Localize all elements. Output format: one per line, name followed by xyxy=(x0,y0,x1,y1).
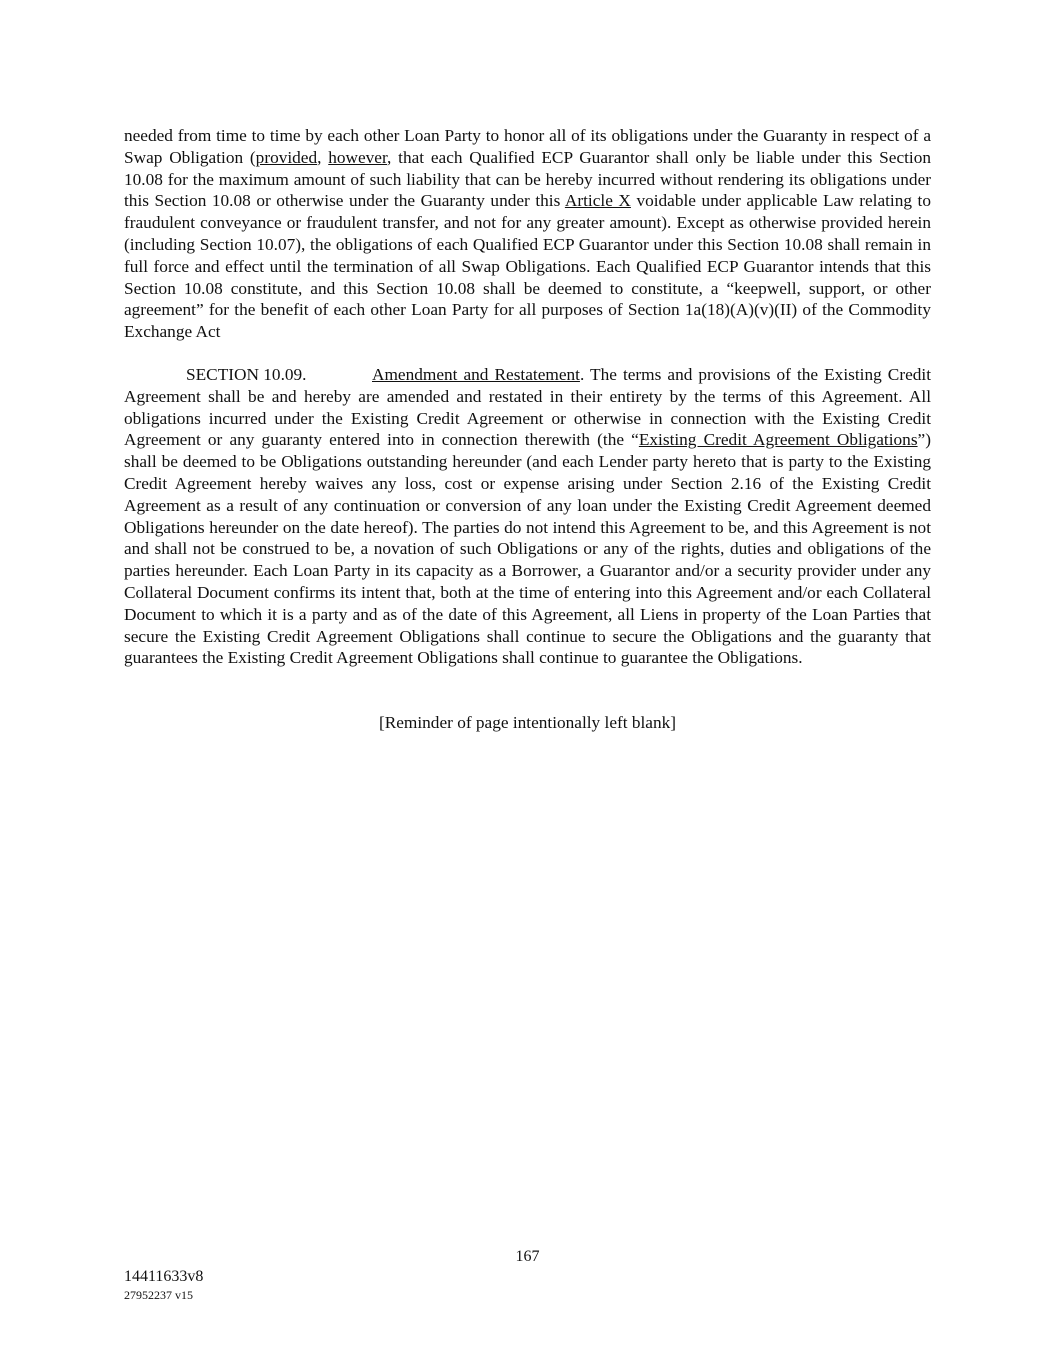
section-title: Amendment and Restatement xyxy=(372,365,580,384)
paragraph-section-10-08-continuation xyxy=(124,125,931,343)
paragraph-text: ”) shall be deemed to be Obligations outstanding hereunder (and each Lender party hereto that is party to the Existing Credit Agreement hereby waives any loss, cost or expense arising under Section 2.16 of the Existing Credit Agreement as a result of any continuation or conversion of any loan under the Existing Credit Agreement deemed Obligations hereunder on the date hereof). The parties do not intend this Agreement to be, and this Agreement is not and shall not be construed to be, a novation of such Obligations or any of the rights, duties and obligations of the parties hereunder. Each Loan Party in its capacity as a Borrower, a Guarantor and/or a security provider under any Collateral Document confirms its intent that, both at the time of entering into this Agreement and/or each Collateral Document to which it is a party and as of the date of this Agreement, all Liens in property of the Loan Parties that secure the Existing Credit Agreement Obligations shall continue to secure the Obligations and the guaranty that guarantees the Existing Credit Agreement Obligations shall continue to guarantee the Obligations. xyxy=(124,430,931,668)
underlined-term-provided: provided xyxy=(255,147,318,167)
underlined-term-however: however xyxy=(328,147,388,167)
defined-term-existing-credit-agreement-obligations: Existing Credit Agreement Obligations xyxy=(638,430,918,450)
underlined-term-article-x: Article X xyxy=(564,191,631,211)
paragraph-text: . The terms and provisions of the Existing Credit Agreement shall be and hereby are amended and restated in their entirety by the terms of this Agreement. All obligations incurred under the Existing Credit Agreement or otherwise in connection with the Existing Credit Agreement or any guaranty entered into in connection therewith (the “ xyxy=(124,365,931,450)
paragraph-text: voidable under applicable Law relating to fraudulent conveyance or fraudulent transfer, and not for any greater amount). Except as otherwise provided herein (including Section 10.07), the obligations of each Qualified ECP Guarantor under this Section 10.08 shall remain in full force and effect until the termination of all Swap Obligations. Each Qualified ECP Guarantor intends that this Section 10.08 constitute, and this Section 10.08 shall be deemed to constitute, a “keepwell, support, or other agreement” for the benefit of each other Loan Party for all purposes of Section 1a(18)(A)(v)(II) of the Commodity Exchange Act xyxy=(124,191,931,342)
paragraph-section-10-09 xyxy=(124,364,931,669)
section-number: SECTION 10.09. xyxy=(186,365,307,384)
document-id-primary: 14411633v8 xyxy=(124,1268,204,1285)
document-id-secondary: 27952237 v15 xyxy=(124,1288,193,1302)
blank-page-note: [Reminder of page intentionally left blank] xyxy=(378,713,677,732)
page-number: 167 xyxy=(515,1248,540,1265)
paragraph-text: needed from time to time by each other Loan Party to honor all of its obligations under the Guaranty in respect of a Swap Obligation ( xyxy=(124,126,931,167)
paragraph-text: , xyxy=(317,147,329,167)
paragraph-text: , that each Qualified ECP Guarantor shall only be liable under this Section 10.08 for the maximum amount of such liability that can be hereby incurred without rendering its obligations under this Section 10.08 or otherwise under the Guaranty under this xyxy=(124,147,932,211)
